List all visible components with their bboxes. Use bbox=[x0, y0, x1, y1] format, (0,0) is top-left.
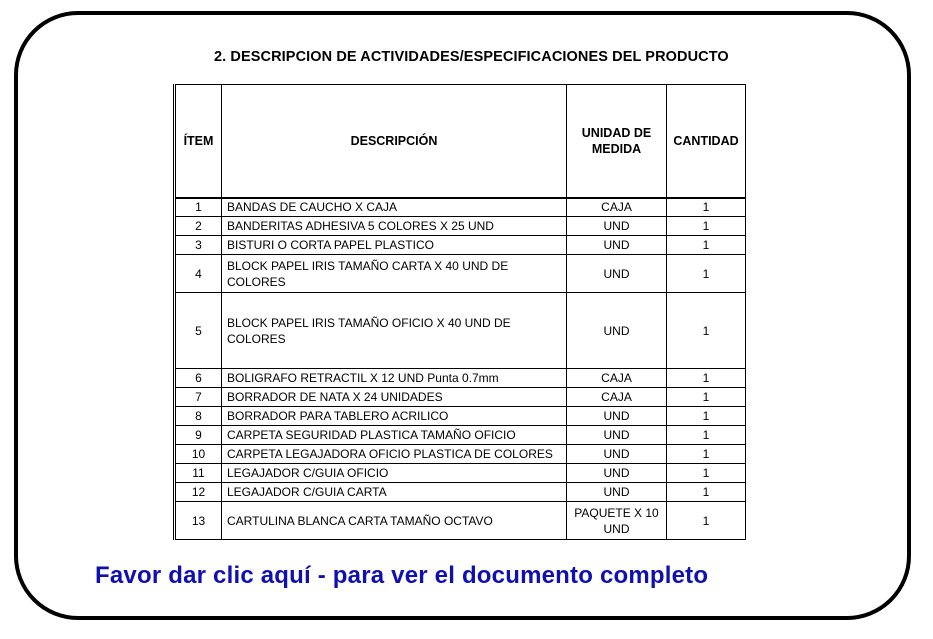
product-table bbox=[173, 84, 746, 540]
cell-quantity: 1 bbox=[667, 293, 746, 369]
cell-quantity: 1 bbox=[667, 483, 746, 502]
cell-item: 13 bbox=[175, 502, 222, 540]
cell-item: 5 bbox=[175, 293, 222, 369]
cell-unit: UND bbox=[567, 255, 667, 293]
cell-unit: UND bbox=[567, 407, 667, 426]
header-unit-label: UNIDAD DE MEDIDA bbox=[581, 125, 652, 156]
table-row bbox=[175, 407, 746, 426]
cell-item: 3 bbox=[175, 236, 222, 255]
cell-description: LEGAJADOR C/GUIA OFICIO bbox=[222, 464, 567, 483]
cell-description: BLOCK PAPEL IRIS TAMAÑO OFICIO X 40 UND DE COLORES bbox=[222, 293, 567, 369]
cell-quantity: 1 bbox=[667, 388, 746, 407]
cell-description: BORRADOR DE NATA X 24 UNIDADES bbox=[222, 388, 567, 407]
table-row bbox=[175, 236, 746, 255]
cell-quantity: 1 bbox=[667, 426, 746, 445]
cell-unit: UND bbox=[567, 426, 667, 445]
header-item: ÍTEM bbox=[175, 85, 222, 198]
cell-quantity: 1 bbox=[667, 217, 746, 236]
header-unit bbox=[567, 85, 667, 198]
table-row bbox=[175, 426, 746, 445]
table-row bbox=[175, 445, 746, 464]
cell-quantity: 1 bbox=[667, 464, 746, 483]
cell-item: 6 bbox=[175, 369, 222, 388]
cell-item: 1 bbox=[175, 198, 222, 217]
cell-quantity: 1 bbox=[667, 445, 746, 464]
cell-item: 2 bbox=[175, 217, 222, 236]
cell-item: 8 bbox=[175, 407, 222, 426]
cell-item: 9 bbox=[175, 426, 222, 445]
view-full-document-link[interactable]: Favor dar clic aquí - para ver el documento completo bbox=[95, 562, 709, 589]
cell-item: 12 bbox=[175, 483, 222, 502]
cell-description: BORRADOR PARA TABLERO ACRILICO bbox=[222, 407, 567, 426]
cell-description: CARPETA LEGAJADORA OFICIO PLASTICA DE COLORES bbox=[222, 445, 567, 464]
header-quantity: CANTIDAD bbox=[667, 85, 746, 198]
cell-description: BOLIGRAFO RETRACTIL X 12 UND Punta 0.7mm bbox=[222, 369, 567, 388]
cell-description: BANDERITAS ADHESIVA 5 COLORES X 25 UND bbox=[222, 217, 567, 236]
table-row bbox=[175, 255, 746, 293]
table-row bbox=[175, 198, 746, 217]
cell-unit: PAQUETE X 10 UND bbox=[567, 502, 667, 540]
cell-quantity: 1 bbox=[667, 236, 746, 255]
cell-quantity: 1 bbox=[667, 198, 746, 217]
cell-quantity: 1 bbox=[667, 502, 746, 540]
cell-unit: CAJA bbox=[567, 369, 667, 388]
table-row bbox=[175, 502, 746, 540]
cell-item: 10 bbox=[175, 445, 222, 464]
cell-quantity: 1 bbox=[667, 369, 746, 388]
cell-unit: UND bbox=[567, 464, 667, 483]
table-header-row bbox=[175, 85, 746, 198]
table-row bbox=[175, 217, 746, 236]
cell-unit: CAJA bbox=[567, 198, 667, 217]
table-row bbox=[175, 293, 746, 369]
cell-item: 7 bbox=[175, 388, 222, 407]
cell-description: LEGAJADOR C/GUIA CARTA bbox=[222, 483, 567, 502]
table-row bbox=[175, 483, 746, 502]
table-row bbox=[175, 369, 746, 388]
cell-unit: UND bbox=[567, 236, 667, 255]
cell-unit: UND bbox=[567, 445, 667, 464]
section-title: 2. DESCRIPCION DE ACTIVIDADES/ESPECIFICACIONES DEL PRODUCTO bbox=[214, 49, 729, 65]
cell-quantity: 1 bbox=[667, 407, 746, 426]
cell-description: BANDAS DE CAUCHO X CAJA bbox=[222, 198, 567, 217]
cell-quantity: 1 bbox=[667, 255, 746, 293]
header-description: DESCRIPCIÓN bbox=[222, 85, 567, 198]
cell-unit: UND bbox=[567, 293, 667, 369]
cell-unit: CAJA bbox=[567, 388, 667, 407]
cell-item: 4 bbox=[175, 255, 222, 293]
cell-description: BLOCK PAPEL IRIS TAMAÑO CARTA X 40 UND DE COLORES bbox=[222, 255, 567, 293]
table-row bbox=[175, 464, 746, 483]
cell-description: BISTURI O CORTA PAPEL PLASTICO bbox=[222, 236, 567, 255]
cell-unit: UND bbox=[567, 483, 667, 502]
table-row bbox=[175, 388, 746, 407]
cell-description: CARTULINA BLANCA CARTA TAMAÑO OCTAVO bbox=[222, 502, 567, 540]
cell-description: CARPETA SEGURIDAD PLASTICA TAMAÑO OFICIO bbox=[222, 426, 567, 445]
cell-item: 11 bbox=[175, 464, 222, 483]
cell-unit: UND bbox=[567, 217, 667, 236]
